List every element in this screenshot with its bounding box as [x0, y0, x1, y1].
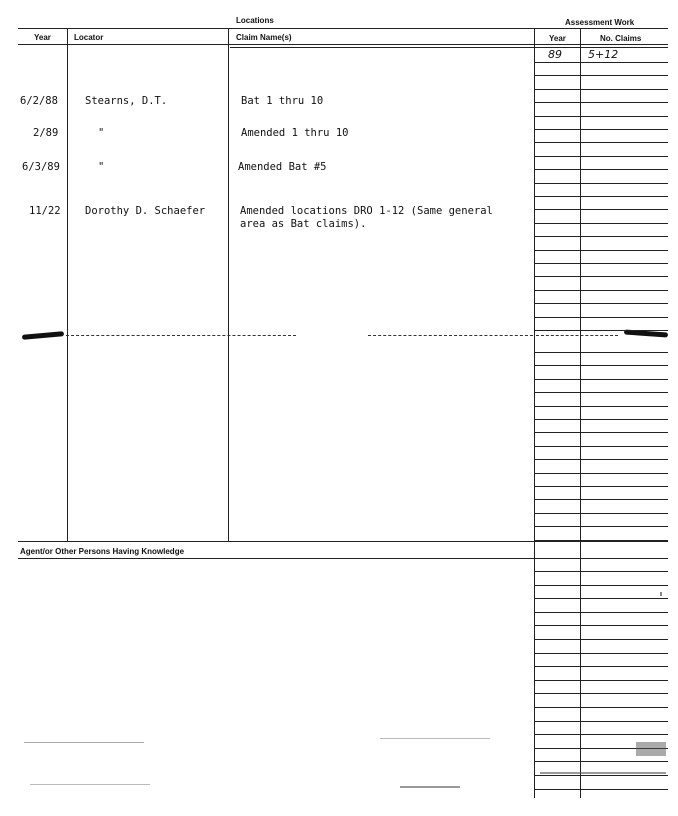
- aw-ruled-line: [534, 62, 668, 63]
- mid-page-dashed-rule: [536, 335, 618, 336]
- aw-ruled-line: [534, 666, 668, 667]
- aw-ruled-line: [534, 209, 668, 210]
- aw-ruled-line: [534, 276, 668, 277]
- year-column-header: Year: [34, 33, 51, 42]
- entry-year: 6/2/88: [20, 95, 58, 107]
- aw-ruled-line: [534, 290, 668, 291]
- entry-locator: ": [98, 127, 105, 139]
- aw-ruled-line: [534, 250, 668, 251]
- aw-ruled-line: [534, 116, 668, 117]
- year-locator-divider: [67, 28, 68, 541]
- aw-ruled-line: [534, 775, 668, 776]
- aw-ruled-line: [534, 540, 668, 541]
- aw-ruled-line: [534, 236, 668, 237]
- aw-ruled-line: [534, 379, 668, 380]
- aw-ruled-line: [534, 707, 668, 708]
- aw-ruled-line: [534, 169, 668, 170]
- entry-year: 11/22: [29, 205, 61, 217]
- aw-ruled-line: [534, 419, 668, 420]
- aw-ruled-line: [534, 196, 668, 197]
- scan-noise: [24, 742, 144, 743]
- aw-ruled-line: [534, 653, 668, 654]
- aw-ruled-line: [534, 473, 668, 474]
- aw-ruled-line: [534, 571, 668, 572]
- entry-claim-name: Amended Bat #5: [238, 161, 327, 173]
- scan-noise: [400, 786, 460, 788]
- entry-claim-name: Amended locations DRO 1-12 (Same general: [240, 205, 493, 217]
- aw-claims-value: 5+12: [588, 48, 619, 61]
- aw-ruled-line: [534, 789, 668, 790]
- aw-ruled-line: [534, 330, 668, 331]
- aw-ruled-line: [534, 612, 668, 613]
- aw-ruled-line: [534, 526, 668, 527]
- aw-ruled-line: [534, 365, 668, 366]
- aw-ruled-line: [534, 486, 668, 487]
- locations-header: Locations: [236, 16, 274, 25]
- agent-section-header-rule: [18, 558, 668, 559]
- left-bracket-mark: [22, 331, 64, 340]
- aw-ruled-line: [534, 156, 668, 157]
- mid-page-dashed-rule: [66, 335, 296, 336]
- aw-ruled-line: [534, 721, 668, 722]
- aw-year-column-header: Year: [549, 34, 566, 43]
- aw-ruled-line: [534, 89, 668, 90]
- aw-ruled-line: [534, 693, 668, 694]
- aw-ruled-line: [534, 303, 668, 304]
- scan-noise: [30, 784, 150, 785]
- entry-claim-name: Amended 1 thru 10: [241, 127, 349, 139]
- aw-year-value: 89: [548, 48, 562, 61]
- header-top-rule: [18, 28, 668, 29]
- entry-claim-name-continued: area as Bat claims).: [240, 218, 367, 230]
- aw-ruled-line: [534, 680, 668, 681]
- aw-ruled-line: [534, 761, 668, 762]
- scan-noise: [540, 772, 666, 774]
- aw-ruled-line: [534, 352, 668, 353]
- aw-ruled-line: [534, 223, 668, 224]
- aw-ruled-line: [534, 446, 668, 447]
- aw-ruled-line: [534, 142, 668, 143]
- aw-ruled-line: [534, 102, 668, 103]
- scan-noise: [380, 738, 490, 739]
- entry-locator: Dorothy D. Schaefer: [85, 205, 206, 217]
- entry-locator: Stearns, D.T.: [85, 95, 168, 107]
- entry-claim-name: Bat 1 thru 10: [241, 95, 324, 107]
- claim-names-column-header: Claim Name(s): [236, 33, 292, 42]
- aw-ruled-line: [534, 639, 668, 640]
- aw-ruled-line: [534, 392, 668, 393]
- aw-ruled-line: [534, 129, 668, 130]
- aw-ruled-line: [534, 183, 668, 184]
- mid-page-dashed-rule: [368, 335, 533, 336]
- locator-column-header: Locator: [74, 33, 104, 42]
- scan-noise: [636, 742, 666, 756]
- claim-aw-divider: [534, 28, 535, 798]
- aw-ruled-line: [534, 75, 668, 76]
- aw-ruled-line: [534, 513, 668, 514]
- aw-ruled-line: [534, 459, 668, 460]
- entry-year: 2/89: [33, 127, 59, 139]
- scan-noise: [660, 592, 662, 596]
- aw-ruled-line: [534, 625, 668, 626]
- aw-ruled-line: [534, 734, 668, 735]
- aw-ruled-line: [534, 406, 668, 407]
- aw-ruled-line: [534, 598, 668, 599]
- locator-claim-divider: [228, 28, 229, 541]
- agent-section-header: Agent/or Other Persons Having Knowledge: [20, 547, 185, 556]
- entry-year: 6/3/89: [22, 161, 60, 173]
- aw-year-claims-divider: [580, 28, 581, 798]
- assessment-work-header: Assessment Work: [565, 18, 635, 27]
- aw-ruled-line: [534, 263, 668, 264]
- column-header-rule: [18, 44, 668, 45]
- aw-ruled-line: [534, 499, 668, 500]
- aw-ruled-line: [534, 432, 668, 433]
- aw-ruled-line: [534, 585, 668, 586]
- agent-section-top-rule: [18, 541, 668, 542]
- aw-no-claims-column-header: No. Claims: [600, 34, 642, 43]
- aw-ruled-line: [534, 317, 668, 318]
- entry-locator: ": [98, 161, 105, 173]
